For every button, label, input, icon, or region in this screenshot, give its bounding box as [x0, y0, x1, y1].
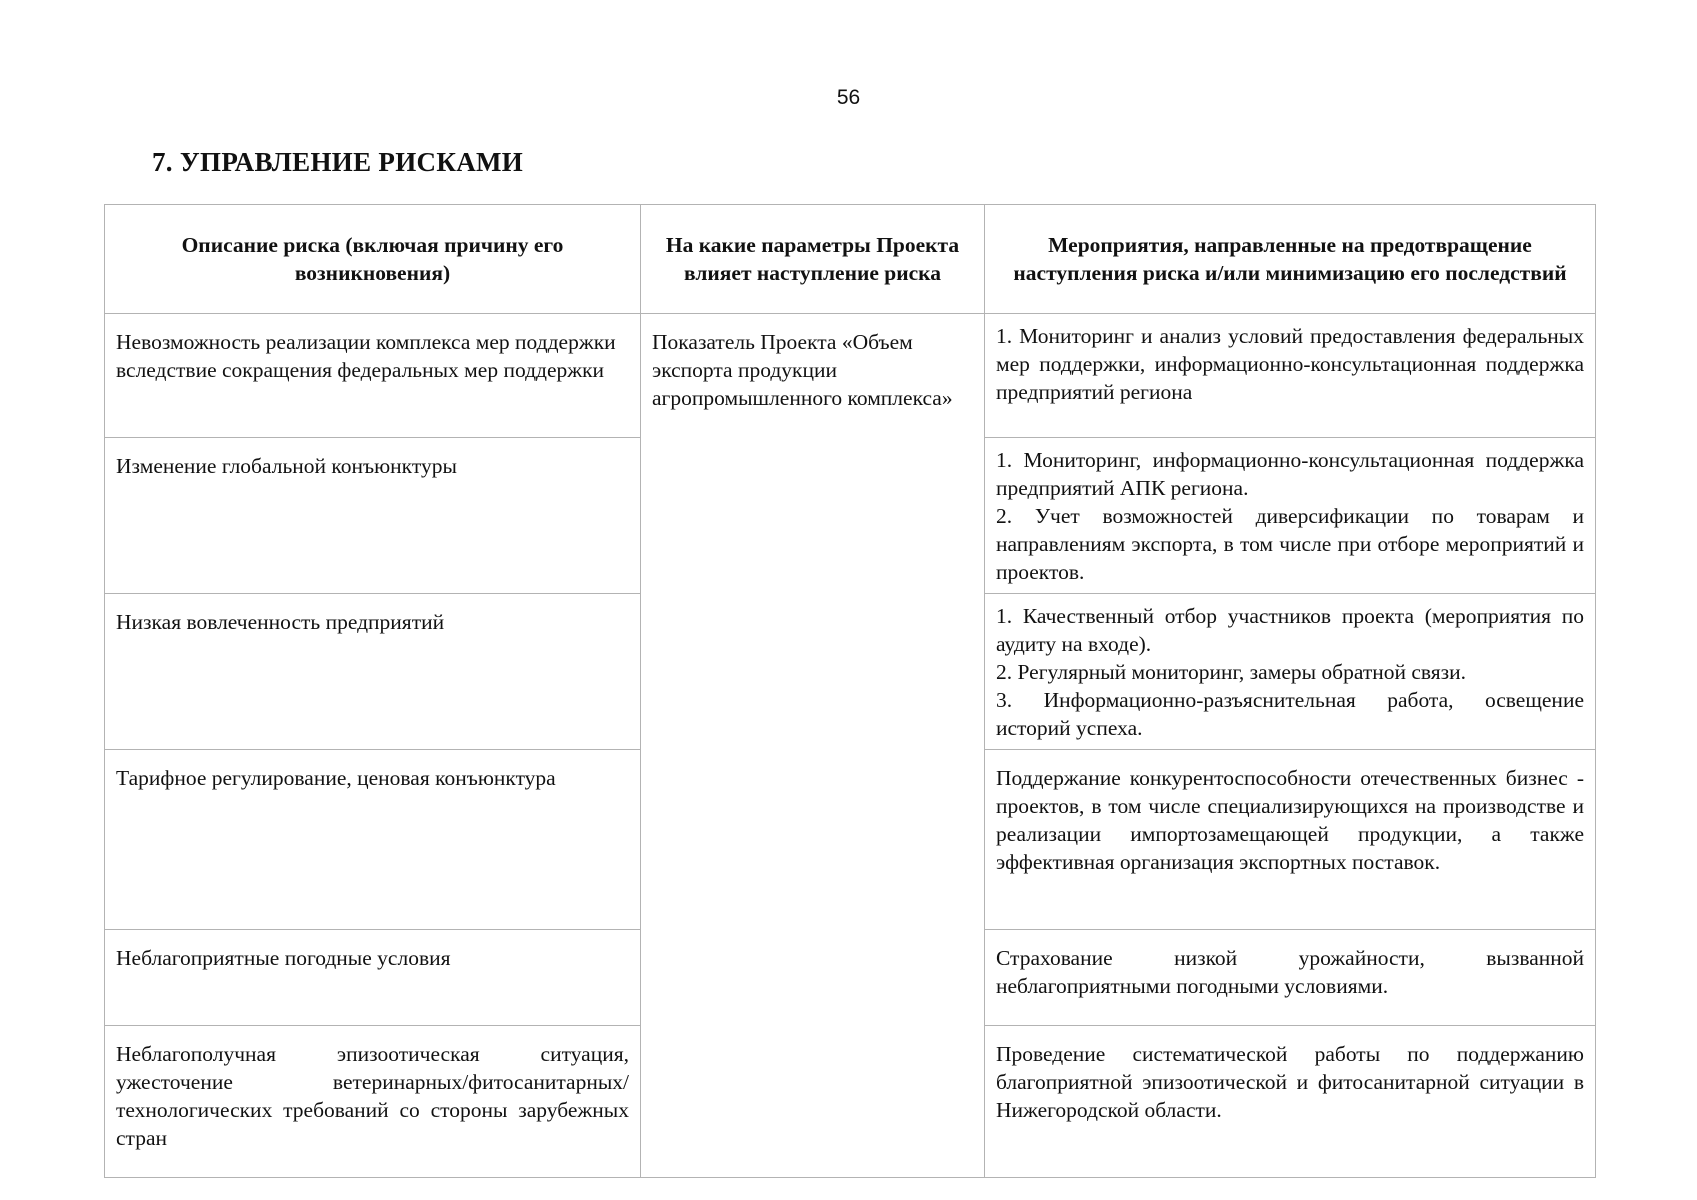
measure-item: 3. Информационно-разъяснительная работа, освещение историй успеха. [996, 688, 1584, 740]
measure-item: Страхование низкой урожайности, вызванной неблагоприятными погодными условиями. [996, 946, 1584, 998]
measure-item: Поддержание конкурентоспособности отечественных бизнес - проектов, в том числе специализирующихся на производстве и реализации импортозамещающей продукции, а также эффективная организация экспортных поставок. [996, 766, 1584, 874]
table-header-row [105, 205, 1596, 314]
measures-cell [985, 594, 1596, 750]
measure-item: 1. Мониторинг и анализ условий предоставления федеральных мер поддержки, информационно-консультационная поддержка предприятий региона [996, 324, 1584, 404]
measure-item: 1. Качественный отбор участников проекта (мероприятия по аудиту на входе). [996, 604, 1584, 656]
risk-management-table [104, 204, 1596, 1178]
section-title: 7. УПРАВЛЕНИЕ РИСКАМИ [152, 147, 524, 177]
measure-item: 2. Учет возможностей диверсификации по товарам и направлениям экспорта, в том числе при отборе мероприятий и проектов. [996, 504, 1584, 584]
risk-cell: Невозможность реализации комплекса мер поддержки вследствие сокращения федеральных мер поддержки [105, 314, 641, 438]
measures-cell [985, 1026, 1596, 1178]
measures-cell [985, 750, 1596, 930]
parameter-cell: Показатель Проекта «Объем экспорта продукции агропромышленного комплекса» [641, 314, 985, 1178]
measure-item: Проведение систематической работы по поддержанию благоприятной эпизоотической и фитосанитарной ситуации в Нижегородской области. [996, 1042, 1584, 1122]
table-row [105, 314, 1596, 438]
measures-cell [985, 438, 1596, 594]
risk-cell: Неблагоприятные погодные условия [105, 930, 641, 1026]
measures-cell [985, 930, 1596, 1026]
risk-cell: Тарифное регулирование, ценовая конъюнктура [105, 750, 641, 930]
risk-cell: Изменение глобальной конъюнктуры [105, 438, 641, 594]
measure-item: 1. Мониторинг, информационно-консультационная поддержка предприятий АПК региона. [996, 448, 1584, 500]
risk-cell: Низкая вовлеченность предприятий [105, 594, 641, 750]
page-number: 56 [836, 86, 861, 109]
measures-cell [985, 314, 1596, 438]
header-risk-description: Описание риска (включая причину его возникновения) [105, 205, 641, 314]
header-affected-parameters: На какие параметры Проекта влияет наступление риска [641, 205, 985, 314]
header-mitigation-measures: Мероприятия, направленные на предотвращение наступления риска и/или минимизацию его последствий [985, 205, 1596, 314]
risk-cell: Неблагополучная эпизоотическая ситуация, ужесточение ветеринарных/фитосанитарных/технологических требований со стороны зарубежных стран [105, 1026, 641, 1178]
measure-item: 2. Регулярный мониторинг, замеры обратной связи. [996, 660, 1467, 684]
